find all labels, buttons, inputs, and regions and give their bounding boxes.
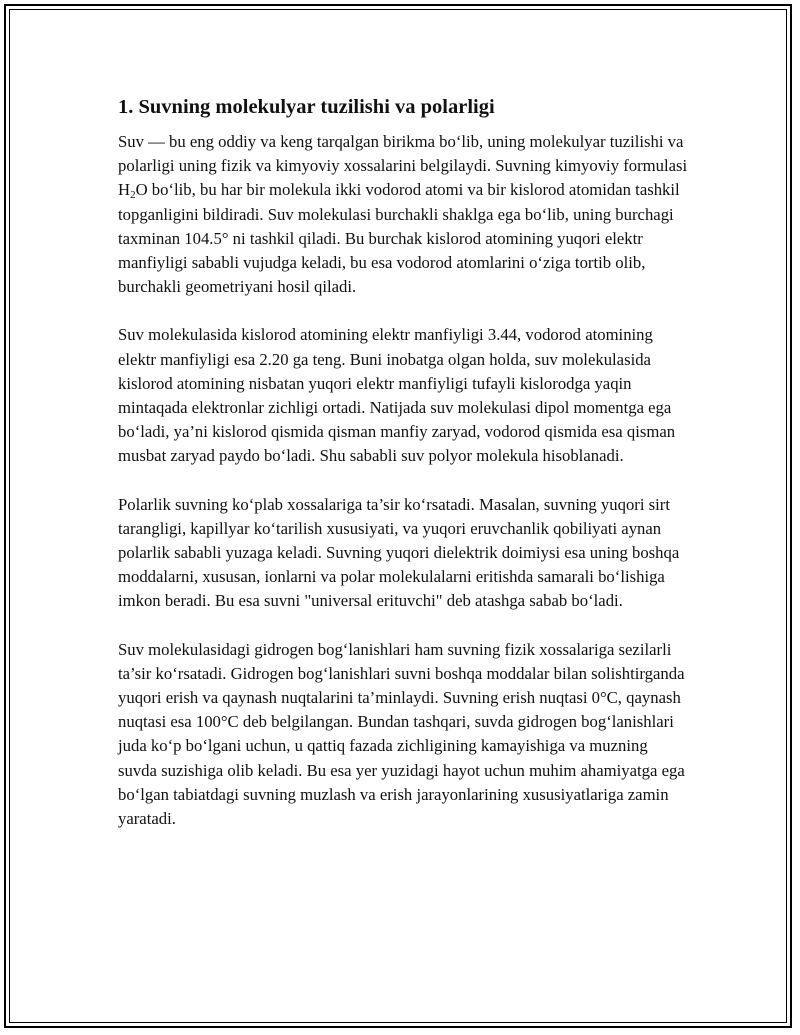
paragraph-1-text-after-formula: O bo‘lib, bu har bir molekula ikki vodorod atomi va bir kislorod atomidan tashkil topganligini bildiradi. Suv molekulasi burchakli shaklga ega bo‘lib, uning burchagi taxminan 104.5° ni tashkil qiladi. Bu burchak kislorod atomining yuqori elektr manfiyligi sababli vujudga keladi, bu esa vodorod atomlarini o‘ziga tortib olib, burchakli geometriyani hosil qiladi. — [118, 180, 680, 297]
formula-subscript: 2 — [130, 189, 136, 202]
paragraph-1 — [118, 130, 688, 299]
paragraph-1-text-before-formula: Suv — bu eng oddiy va keng tarqalgan birikma bo‘lib, uning molekulyar tuzilishi va polarligi uning fizik va kimyoviy xossalarini belgilaydi. Suvning kimyoviy formulasi H — [118, 132, 688, 200]
paragraph-4: Suv molekulasidagi gidrogen bog‘lanishlari ham suvning fizik xossalariga sezilarli ta’sir ko‘rsatadi. Gidrogen bog‘lanishlari suvni boshqa moddalar bilan solishtirganda yuqori erish va qaynash nuqtalarini ta’minlaydi. Suvning erish nuqtasi 0°C, qaynash nuqtasi esa 100°C deb belgilangan. Bundan tashqari, suvda gidrogen bog‘lanishlari juda ko‘p bo‘lgani uchun, u qattiq fazada zichligining kamayishiga va muzning suvda suzishiga olib keladi. Bu esa yer yuzidagi hayot uchun muhim ahamiyatga ega bo‘lgan tabiatdagi suvning muzlash va erish jarayonlarining xususiyatlariga zamin yaratadi. — [118, 639, 685, 829]
paragraph-3: Polarlik suvning ko‘plab xossalariga ta’sir ko‘rsatadi. Masalan, suvning yuqori sirt tarangligi, kapillyar ko‘tarilish xususiyati, va yuqori eruvchanlik qobiliyati aynan polarlik sababli yuzaga keladi. Suvning yuqori dielektrik doimiysi esa uning boshqa moddalarni, xususan, ionlarni va polar molekulalarni eritishda samarali bo‘lishiga imkon beradi. Bu esa suvni "universal erituvchi" deb atashga sabab bo‘ladi. — [118, 494, 680, 611]
paragraph-2: Suv molekulasida kislorod atomining elektr manfiyligi 3.44, vodorod atomining elektr manfiyligi esa 2.20 ga teng. Buni inobatga olgan holda, suv molekulasida kislorod atomining nisbatan yuqori elektr manfiyligi tufayli kislorodga yaqin mintaqada elektronlar zichligi ortadi. Natijada suv molekulasi dipol momentga ega bo‘ladi, ya’ni kislorod qismida qisman manfiy zaryad, vodorod qismida esa qisman musbat zaryad paydo bo‘ladi. Shu sababli suv polyor molekula hisoblanadi. — [118, 325, 676, 466]
section-heading: 1. Suvning molekulyar tuzilishi va polarligi — [118, 96, 495, 118]
document-body — [118, 94, 688, 855]
